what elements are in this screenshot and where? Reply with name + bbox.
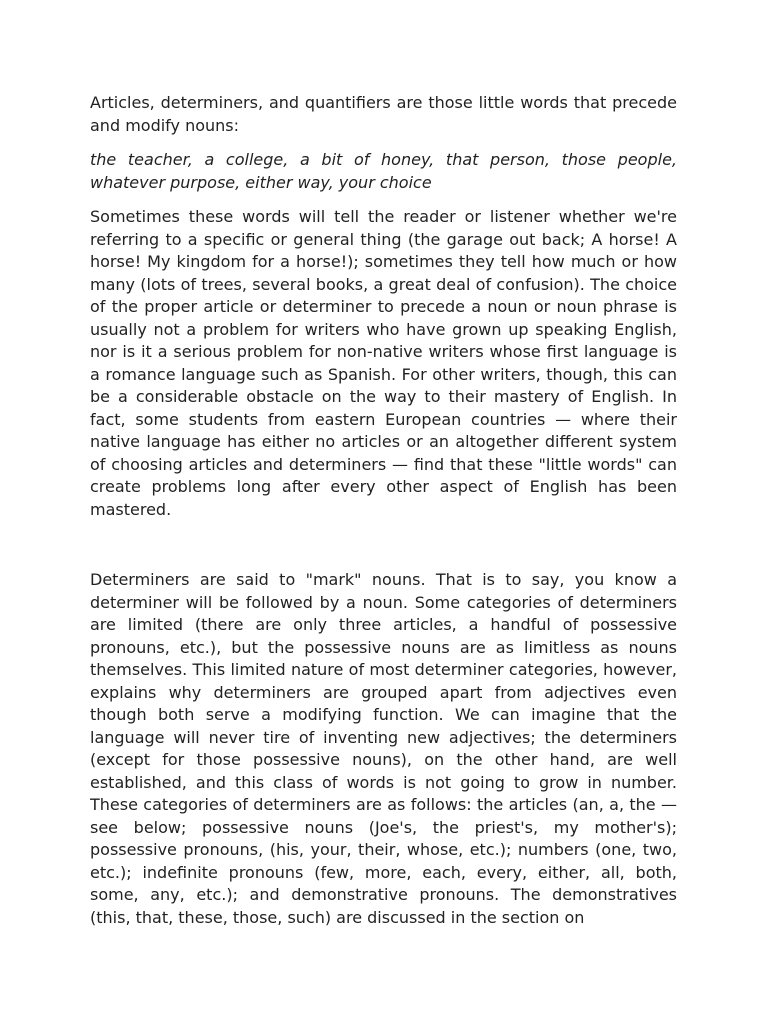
usage-paragraph: Sometimes these words will tell the reader or listener whether we're referring to a specific or general thing (the garage out back; A horse! A horse! My kingdom for a horse!); sometimes they tell how much or how many (lots of trees, several books, a great deal of confusion). The choice of the proper article or determiner to precede a noun or noun phrase is usually not a problem for writers who have grown up speaking English, nor is it a serious problem for non-native writers whose first language is a romance language such as Spanish. For other writers, though, this can be a considerable obstacle on the way to their mastery of English. In fact, some students from eastern European countries — where their native language has either no articles or an altogether different system of choosing articles and determiners — find that these "little words" can create problems long after every other aspect of English has been mastered. xyxy=(90,207,677,519)
examples-paragraph: the teacher, a college, a bit of honey, that person, those people, whatever purpose, either way, your choice xyxy=(90,150,677,192)
intro-paragraph: Articles, determiners, and quantifiers are those little words that precede and modify nouns: xyxy=(90,93,677,135)
document-body xyxy=(90,92,677,929)
determiners-paragraph: Determiners are said to "mark" nouns. That is to say, you know a determiner will be followed by a noun. Some categories of determiners are limited (there are only three articles, a handful of possessive pronouns, etc.), but the possessive nouns are as limitless as nouns themselves. This limited nature of most determiner categories, however, explains why determiners are grouped apart from adjectives even though both serve a modifying function. We can imagine that the language will never tire of inventing new adjectives; the determiners (except for those possessive nouns), on the other hand, are well established, and this class of words is not going to grow in number. These categories of determiners are as follows: the articles (an, a, the — see below; possessive nouns (Joe's, the priest's, my mother's); possessive pronouns, (his, your, their, whose, etc.); numbers (one, two, etc.); indefinite pronouns (few, more, each, every, either, all, both, some, any, etc.); and demonstrative pronouns. The demonstratives (this, that, these, those, such) are discussed in the section on xyxy=(90,570,677,927)
paragraph-gap xyxy=(90,521,677,569)
